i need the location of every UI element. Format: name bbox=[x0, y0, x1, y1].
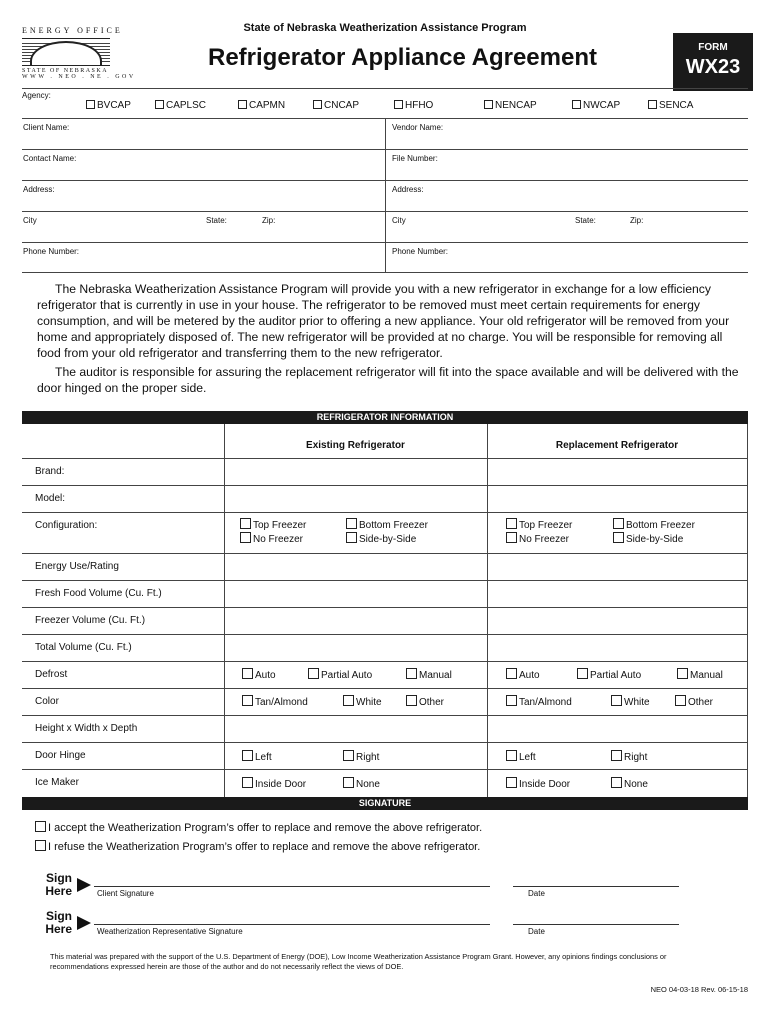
checkbox-icon[interactable] bbox=[506, 532, 517, 543]
checkbox-icon[interactable] bbox=[343, 750, 354, 761]
agency-option-nencap[interactable]: NENCAP bbox=[484, 100, 537, 111]
existing-color-white[interactable]: White bbox=[343, 695, 382, 708]
vendor-phone-field[interactable]: Phone Number: bbox=[392, 247, 449, 256]
existing-color-other[interactable]: Other bbox=[406, 695, 444, 708]
client-state-field[interactable]: State: bbox=[206, 216, 227, 225]
row-label-defrost: Defrost bbox=[35, 669, 68, 680]
row-label-brand: Brand: bbox=[35, 466, 65, 477]
checkbox-icon[interactable] bbox=[611, 750, 622, 761]
row-label-total-volume: Total Volume (Cu. Ft.) bbox=[35, 642, 132, 653]
replacement-defrost-auto[interactable]: Auto bbox=[506, 668, 540, 681]
row-label-configuration: Configuration: bbox=[35, 520, 98, 531]
replacement-top-freezer-option[interactable]: Top Freezer bbox=[506, 518, 572, 531]
existing-column-header: Existing Refrigerator bbox=[306, 440, 405, 451]
revision-number: NEO 04-03-18 Rev. 06-15-18 bbox=[650, 985, 748, 994]
checkbox-icon[interactable] bbox=[506, 750, 517, 761]
checkbox-icon[interactable] bbox=[240, 532, 251, 543]
existing-hinge-left[interactable]: Left bbox=[242, 750, 272, 763]
existing-bottom-freezer-option[interactable]: Bottom Freezer bbox=[346, 518, 428, 531]
checkbox-icon[interactable] bbox=[406, 668, 417, 679]
rep-signature-label: Weatherization Representative Signature bbox=[97, 927, 243, 936]
existing-defrost-auto[interactable]: Auto bbox=[242, 668, 276, 681]
existing-defrost-manual[interactable]: Manual bbox=[406, 668, 452, 681]
replacement-side-by-side-option[interactable]: Side-by-Side bbox=[613, 532, 683, 545]
checkbox-icon[interactable] bbox=[577, 668, 588, 679]
replacement-ice-inside-door[interactable]: Inside Door bbox=[506, 777, 570, 790]
checkbox-icon[interactable] bbox=[484, 100, 493, 109]
checkbox-icon[interactable] bbox=[242, 777, 253, 788]
checkbox-icon[interactable] bbox=[242, 750, 253, 761]
checkbox-icon[interactable] bbox=[343, 695, 354, 706]
checkbox-icon[interactable] bbox=[506, 777, 517, 788]
checkbox-icon[interactable] bbox=[308, 668, 319, 679]
agency-option-caplsc[interactable]: CAPLSC bbox=[155, 100, 206, 111]
form-label: FORM bbox=[698, 42, 728, 53]
checkbox-icon[interactable] bbox=[35, 840, 46, 851]
row-label-ice-maker: Ice Maker bbox=[35, 777, 79, 788]
replacement-color-other[interactable]: Other bbox=[675, 695, 713, 708]
checkbox-icon[interactable] bbox=[611, 695, 622, 706]
replacement-no-freezer-option[interactable]: No Freezer bbox=[506, 532, 569, 545]
client-city-field[interactable]: City bbox=[23, 216, 37, 225]
refrigerator-info-header: REFRIGERATOR INFORMATION bbox=[22, 411, 748, 424]
file-number-field[interactable]: File Number: bbox=[392, 154, 438, 163]
row-label-color: Color bbox=[35, 696, 59, 707]
checkbox-icon[interactable] bbox=[506, 695, 517, 706]
rep-date-line[interactable] bbox=[513, 924, 679, 925]
contact-name-field[interactable]: Contact Name: bbox=[23, 154, 77, 163]
row-label-energy: Energy Use/Rating bbox=[35, 561, 119, 572]
existing-defrost-partial-auto[interactable]: Partial Auto bbox=[308, 668, 372, 681]
logo-emblem bbox=[22, 38, 110, 66]
checkbox-icon[interactable] bbox=[677, 668, 688, 679]
checkbox-icon[interactable] bbox=[613, 532, 624, 543]
doe-disclaimer: This material was prepared with the support of the U.S. Department of Energy (DOE), Low Income Weatherization Assistance Program Grant. However, any opinions findings conclusions or recommendations expressed herein are those of the author and do not necessarily reflect the views of DOE. bbox=[50, 952, 667, 971]
checkbox-icon[interactable] bbox=[675, 695, 686, 706]
accept-offer-option[interactable]: I accept the Weatherization Program’s offer to replace and remove the above refrigerator. bbox=[35, 821, 482, 834]
replacement-hinge-right[interactable]: Right bbox=[611, 750, 647, 763]
checkbox-icon[interactable] bbox=[406, 695, 417, 706]
checkbox-icon[interactable] bbox=[506, 668, 517, 679]
checkbox-icon[interactable] bbox=[611, 777, 622, 788]
intro-paragraph-2: The auditor is responsible for assuring the replacement refrigerator will fit into the space available and will be delivered with the door hinged on the proper side. bbox=[37, 365, 739, 395]
existing-side-by-side-option[interactable]: Side-by-Side bbox=[346, 532, 416, 545]
replacement-column-header: Replacement Refrigerator bbox=[555, 440, 679, 451]
existing-color-tan-almond[interactable]: Tan/Almond bbox=[242, 695, 308, 708]
vendor-state-field[interactable]: State: bbox=[575, 216, 596, 225]
checkbox-icon[interactable] bbox=[240, 518, 251, 529]
checkbox-icon[interactable] bbox=[313, 100, 322, 109]
intro-paragraph-1: The Nebraska Weatherization Assistance Program will provide you with a new refrigerator in exchange for a low efficiency refrigerator that is currently in use in your house. The refrigerator to be removed must meet certain requirements for energy consumption, and will be metered by the auditor prior to offering a new appliance. Your old refrigerator will be removed from your home and appropriately disposed of. The new refrigerator will be provided at no charge. You will be responsible for removing all food from your old refrigerator and transferring them to the new refrigerator. bbox=[37, 282, 730, 360]
row-label-fresh-food: Fresh Food Volume (Cu. Ft.) bbox=[35, 588, 162, 599]
rep-date-label: Date bbox=[528, 927, 545, 936]
vendor-zip-field[interactable]: Zip: bbox=[630, 216, 644, 225]
vendor-name-field[interactable]: Vendor Name: bbox=[392, 123, 444, 132]
program-name: State of Nebraska Weatherization Assistance Program bbox=[243, 22, 527, 34]
existing-ice-inside-door[interactable]: Inside Door bbox=[242, 777, 306, 790]
replacement-bottom-freezer-option[interactable]: Bottom Freezer bbox=[613, 518, 695, 531]
sign-here-label: Sign Here bbox=[45, 871, 72, 898]
form-number-box bbox=[673, 33, 753, 91]
client-date-line[interactable] bbox=[513, 886, 679, 887]
existing-hinge-right[interactable]: Right bbox=[343, 750, 379, 763]
signature-header: SIGNATURE bbox=[22, 797, 748, 810]
client-name-field[interactable]: Client Name: bbox=[23, 123, 70, 132]
checkbox-icon[interactable] bbox=[346, 518, 357, 529]
existing-ice-none[interactable]: None bbox=[343, 777, 380, 790]
refuse-offer-option[interactable]: I refuse the Weatherization Program’s offer to replace and remove the above refrigerator. bbox=[35, 840, 480, 853]
existing-no-freezer-option[interactable]: No Freezer bbox=[240, 532, 303, 545]
form-number: WX23 bbox=[685, 56, 741, 78]
sign-arrow-icon bbox=[77, 916, 91, 930]
rep-signature-line[interactable] bbox=[94, 924, 490, 925]
sign-here-label: Sign Here bbox=[45, 909, 72, 936]
existing-top-freezer-option[interactable]: Top Freezer bbox=[240, 518, 306, 531]
row-label-dimensions: Height x Width x Depth bbox=[35, 723, 138, 734]
agency-option-nwcap[interactable]: NWCAP bbox=[572, 100, 620, 111]
checkbox-icon[interactable] bbox=[242, 695, 253, 706]
replacement-defrost-manual[interactable]: Manual bbox=[677, 668, 723, 681]
checkbox-icon[interactable] bbox=[35, 821, 46, 832]
replacement-defrost-partial-auto[interactable]: Partial Auto bbox=[577, 668, 641, 681]
checkbox-icon[interactable] bbox=[572, 100, 581, 109]
sign-arrow-icon bbox=[77, 878, 91, 892]
checkbox-icon[interactable] bbox=[648, 100, 657, 109]
client-zip-field[interactable]: Zip: bbox=[262, 216, 276, 225]
checkbox-icon[interactable] bbox=[238, 100, 247, 109]
replacement-color-white[interactable]: White bbox=[611, 695, 650, 708]
vendor-address-field[interactable]: Address: bbox=[392, 185, 424, 194]
vendor-city-field[interactable]: City bbox=[392, 216, 406, 225]
agency-option-bvcap[interactable]: BVCAP bbox=[86, 100, 131, 111]
client-address-field[interactable]: Address: bbox=[23, 185, 55, 194]
checkbox-icon[interactable] bbox=[506, 518, 517, 529]
replacement-color-tan-almond[interactable]: Tan/Almond bbox=[506, 695, 572, 708]
row-label-door-hinge: Door Hinge bbox=[35, 750, 86, 761]
checkbox-icon[interactable] bbox=[394, 100, 403, 109]
row-label-freezer-volume: Freezer Volume (Cu. Ft.) bbox=[35, 615, 146, 626]
row-label-model: Model: bbox=[35, 493, 66, 504]
agency-option-senca[interactable]: SENCA bbox=[648, 100, 693, 111]
neo-logo bbox=[22, 26, 136, 80]
checkbox-icon[interactable] bbox=[242, 668, 253, 679]
client-signature-label: Client Signature bbox=[97, 889, 154, 898]
checkbox-icon[interactable] bbox=[343, 777, 354, 788]
replacement-hinge-left[interactable]: Left bbox=[506, 750, 536, 763]
agency-option-capmn[interactable]: CAPMN bbox=[238, 100, 285, 111]
logo-url: WWW . NEO . NE . GOV bbox=[22, 74, 136, 80]
agency-label: Agency: bbox=[22, 91, 51, 100]
client-date-label: Date bbox=[528, 889, 545, 898]
client-signature-line[interactable] bbox=[94, 886, 490, 887]
client-phone-field[interactable]: Phone Number: bbox=[23, 247, 80, 256]
checkbox-icon[interactable] bbox=[613, 518, 624, 529]
agency-option-cncap[interactable]: CNCAP bbox=[313, 100, 359, 111]
form-title: Refrigerator Appliance Agreement bbox=[208, 44, 597, 71]
checkbox-icon[interactable] bbox=[346, 532, 357, 543]
checkbox-icon[interactable] bbox=[86, 100, 95, 109]
replacement-ice-none[interactable]: None bbox=[611, 777, 648, 790]
logo-energy-office: ENERGY OFFICE bbox=[22, 26, 123, 35]
logo-state: STATE OF NEBRASKA bbox=[22, 68, 109, 74]
checkbox-icon[interactable] bbox=[155, 100, 164, 109]
agency-option-hfho[interactable]: HFHO bbox=[394, 100, 433, 111]
